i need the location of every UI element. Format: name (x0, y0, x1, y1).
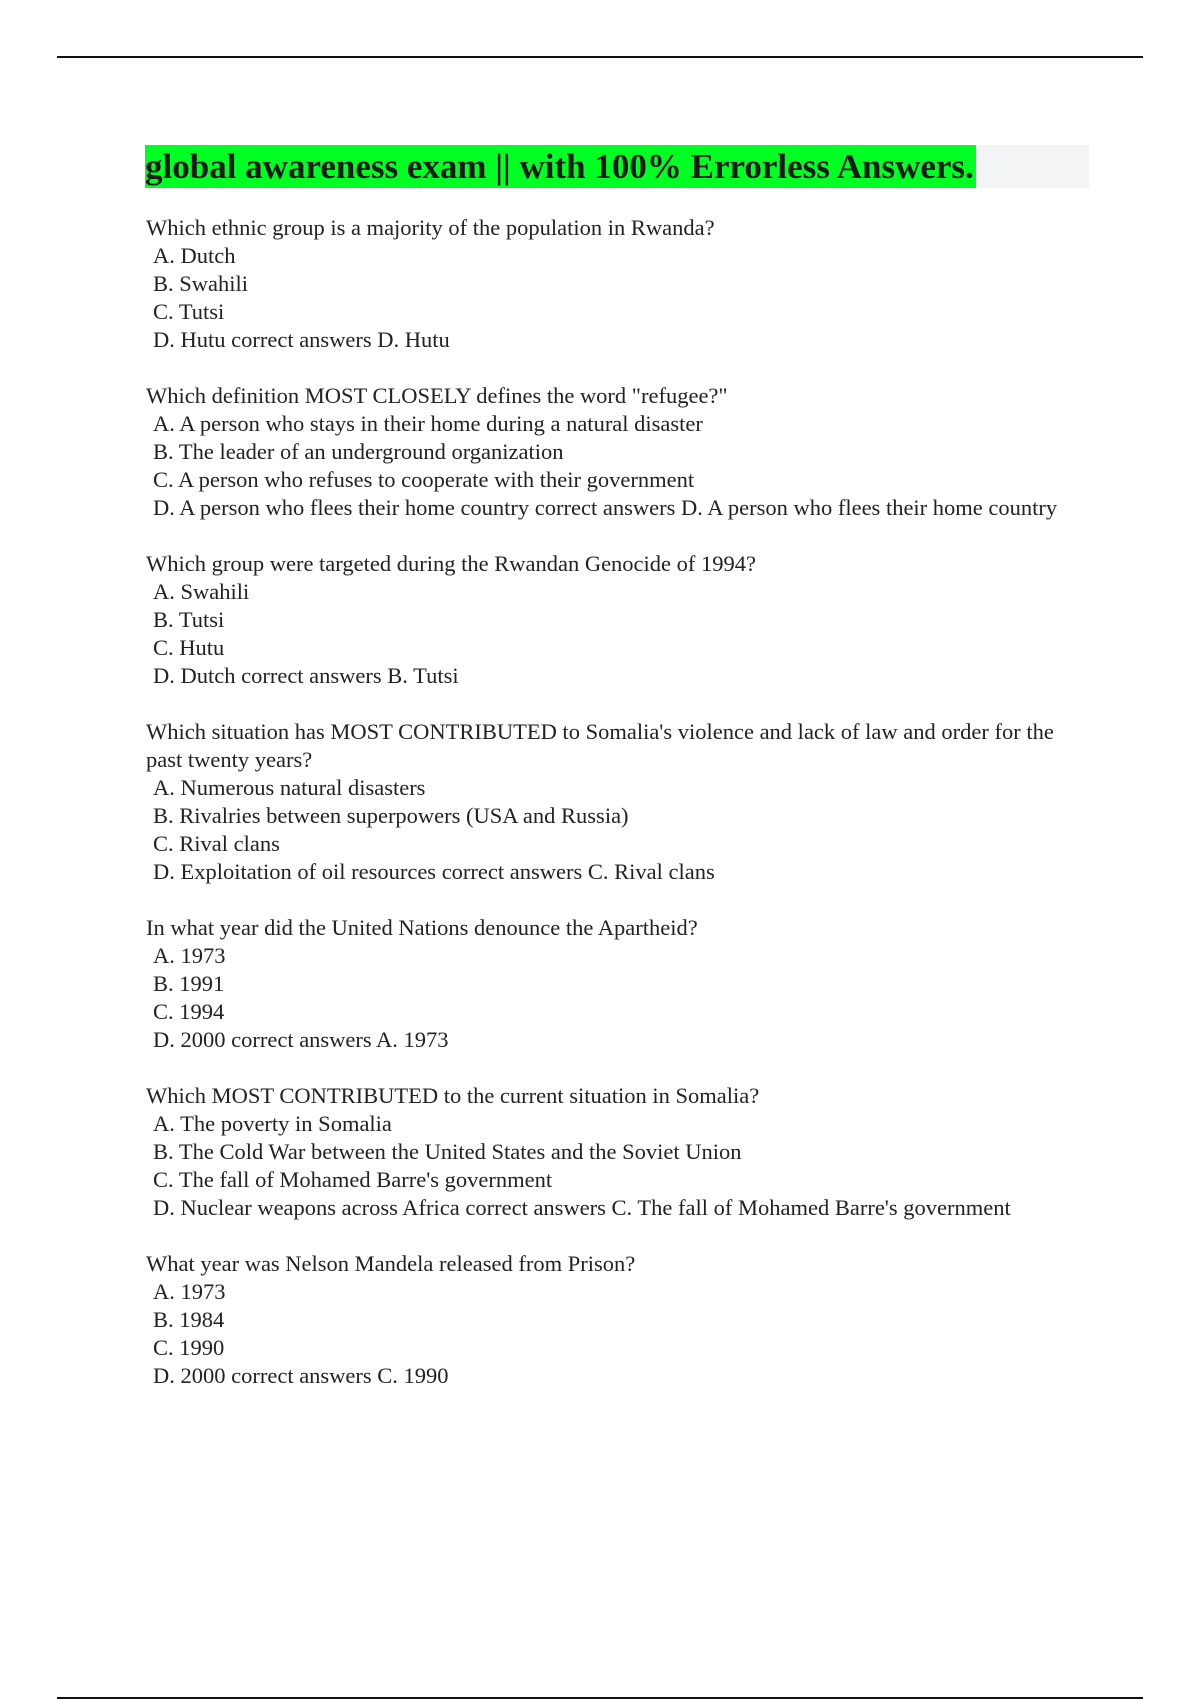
document-body (146, 214, 1091, 1418)
question-block-7 (146, 1250, 1091, 1390)
answer-option: A. Swahili (153, 579, 250, 604)
answer-option: A. A person who stays in their home during a natural disaster (153, 411, 703, 436)
question-block-4 (146, 718, 1091, 886)
question-text: Which situation has MOST CONTRIBUTED to Somalia's violence and lack of law and order for the past twenty years? (146, 719, 1054, 772)
answer-option: A. The poverty in Somalia (153, 1111, 392, 1136)
answer-option: D. Exploitation of oil resources correct answers C. Rival clans (153, 859, 715, 884)
answer-option: B. Tutsi (153, 607, 225, 632)
question-text: Which MOST CONTRIBUTED to the current situation in Somalia? (146, 1083, 760, 1108)
top-divider (57, 56, 1143, 58)
page-title: global awareness exam || with 100% Errorless Answers. (145, 147, 974, 186)
answer-option: C. 1990 (153, 1335, 225, 1360)
answer-option: A. 1973 (153, 943, 226, 968)
question-block-5 (146, 914, 1091, 1054)
answer-option: C. The fall of Mohamed Barre's government (153, 1167, 553, 1192)
answer-option: C. Rival clans (153, 831, 280, 856)
answer-option: A. Numerous natural disasters (153, 775, 426, 800)
question-block-1 (146, 214, 1091, 354)
answer-option: A. Dutch (153, 243, 236, 268)
answer-option: D. 2000 correct answers C. 1990 (153, 1363, 449, 1388)
question-text: Which ethnic group is a majority of the population in Rwanda? (146, 215, 715, 240)
question-text: Which definition MOST CLOSELY defines the word "refugee?" (146, 383, 728, 408)
answer-option: C. Hutu (153, 635, 225, 660)
answer-option: D. A person who flees their home country correct answers D. A person who flees their home country (153, 495, 1058, 520)
answer-option: B. 1991 (153, 971, 225, 996)
answer-option: D. Dutch correct answers B. Tutsi (153, 663, 459, 688)
question-block-3 (146, 550, 1091, 690)
answer-option: C. 1994 (153, 999, 225, 1024)
question-block-6 (146, 1082, 1091, 1222)
answer-option: B. Rivalries between superpowers (USA and Russia) (153, 803, 629, 828)
question-block-2 (146, 382, 1091, 522)
question-text: What year was Nelson Mandela released from Prison? (146, 1251, 636, 1276)
answer-option: D. 2000 correct answers A. 1973 (153, 1027, 449, 1052)
answer-option: D. Nuclear weapons across Africa correct answers C. The fall of Mohamed Barre's government (153, 1195, 1011, 1220)
answer-option: B. Swahili (153, 271, 249, 296)
answer-option: C. A person who refuses to cooperate with their government (153, 467, 695, 492)
answer-option: A. 1973 (153, 1279, 226, 1304)
title-bar (145, 145, 1089, 188)
answer-option: C. Tutsi (153, 299, 225, 324)
answer-option: B. The Cold War between the United States and the Soviet Union (153, 1139, 742, 1164)
answer-option: B. The leader of an underground organization (153, 439, 564, 464)
question-text: In what year did the United Nations denounce the Apartheid? (146, 915, 698, 940)
question-text: Which group were targeted during the Rwandan Genocide of 1994? (146, 551, 757, 576)
bottom-divider (57, 1697, 1143, 1699)
answer-option: D. Hutu correct answers D. Hutu (153, 327, 450, 352)
answer-option: B. 1984 (153, 1307, 225, 1332)
